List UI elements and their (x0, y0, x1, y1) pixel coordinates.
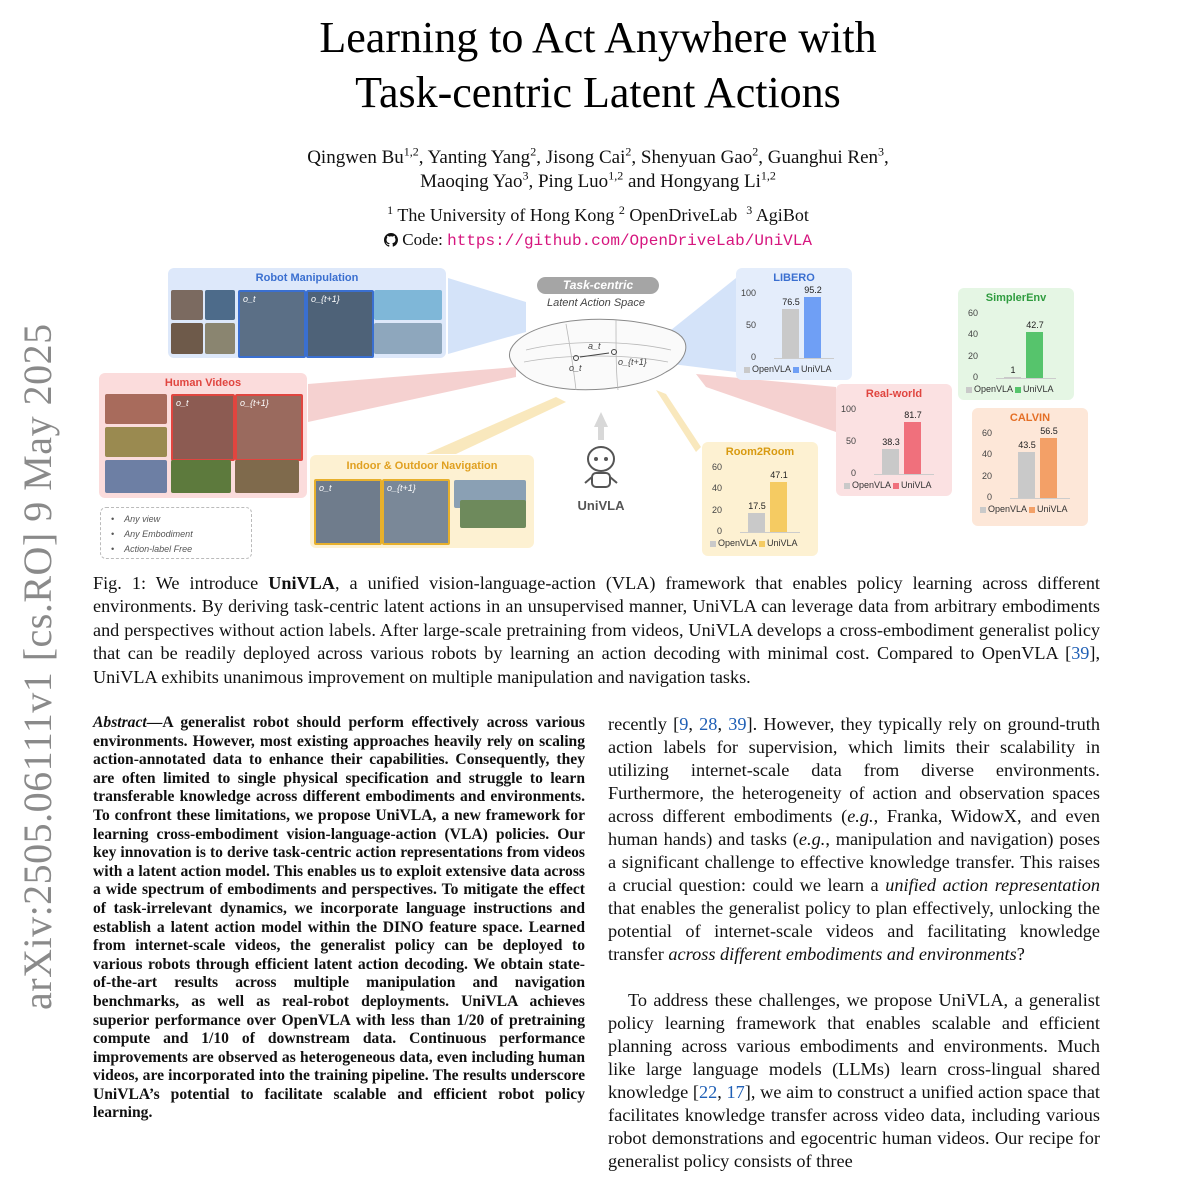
intro-paragraph-1: recently [9, 28, 39]. However, they typically rely on ground-truth action labels for supervision, which limits their scalability in utilizing internet-scale data from diverse environments. Furthermore, the heterogeneity of action and observation spaces across different embodiments (e.g., Franka, WidowX, and even human hands) and tasks (e.g., manipulation and navigation) poses a significant challenge to effective knowledge transfer. This raises a crucial question: could we learn a unified action representation that enables the generalist policy to plan effectively, unlocking the potential of internet-scale videos and facilitating knowledge transfer across different embodiments and environments? (608, 714, 1101, 964)
robot-frame-label-t1: o_{t+1} (311, 294, 340, 304)
citation-link[interactable]: 17 (726, 1082, 745, 1102)
openvla-swatch (980, 507, 986, 513)
arxiv-stamp: arXiv:2505.06111v1 [cs.RO] 9 May 2025 (15, 323, 60, 1010)
y-tick-label: 20 (981, 470, 992, 481)
univla-legend-label: UniVLA (901, 480, 932, 490)
intro-paragraph-2: To address these challenges, we propose UniVLA, a generalist policy learning framework that enables scalable and efficient planning across various embodiments and environments. Much like large language models (LLMs) learn cross-lingual shared knowledge [22, 17], we aim to construct a unified action space that facilitates knowledge transfer across video data, including various robot demonstrations and egocentric human videos. Our recipe for generalist policy consists of three (608, 990, 1101, 1171)
abstract (93, 714, 585, 1123)
bar-value-label: 38.3 (882, 437, 900, 448)
chart-legend (980, 504, 1068, 514)
chart-legend (710, 538, 798, 548)
author-sup: 2 (530, 144, 537, 159)
citation-link[interactable]: 39 (728, 714, 747, 734)
nav-frame-t1 (382, 479, 450, 545)
x-axis-line (740, 532, 800, 533)
y-tick-label: 60 (711, 462, 722, 472)
text-run: that enables the generalist policy to plan effectively, unlocking the potential of internet-scale videos and facilitating knowledge transfer (608, 898, 1100, 964)
bar-value-label: 42.7 (1026, 320, 1044, 331)
author-sup: 3 (522, 168, 529, 183)
nav-panel-title: Indoor & Outdoor Navigation (346, 460, 498, 472)
intro-right-column (608, 713, 1100, 1173)
citation-link[interactable]: 28 (699, 714, 718, 734)
bar-openvla (782, 309, 799, 358)
chart-legend (966, 384, 1054, 394)
libero-chart (736, 268, 852, 380)
x-axis-line (996, 378, 1056, 379)
robot-frame-label-t: o_t (243, 294, 256, 304)
affil-sup: 2 (618, 203, 625, 217)
author-line-1: Qingwen Bu$^{1,2}$, Yanting Yang$^2$, Jisong Cai$^2$, Shenyuan Gao$^2$, Guanghui Ren$^3$, (307, 144, 889, 168)
affil-sup: 3 (746, 203, 753, 217)
code-url-link[interactable]: https://github.com/OpenDriveLab/UniVLA (447, 232, 812, 250)
figure-caption (93, 572, 1100, 689)
code-line (0, 229, 1196, 252)
code-label: Code: (402, 230, 443, 249)
text-run: , manipulation and navigation) poses a significant challenge to effective knowledge transfer. This raises a crucial question: could we learn a (608, 829, 1100, 895)
latent-badge-title: Task-centric (562, 278, 634, 292)
latent-ot1-label: o_{t+1} (618, 357, 647, 367)
connector-realworld (696, 374, 836, 432)
bar-value-label: 1 (1010, 364, 1016, 375)
univla-swatch (759, 541, 765, 547)
bar-univla (904, 422, 921, 474)
robot-manipulation-panel (168, 268, 446, 358)
connector-nav (426, 397, 566, 454)
abstract-label: Abstract (93, 714, 147, 731)
robot-thumb (171, 323, 203, 354)
latent-badge (537, 277, 659, 294)
chart-legend (744, 364, 832, 374)
bar-openvla (882, 449, 899, 474)
room2room-chart (702, 442, 818, 554)
chart-legend (844, 480, 932, 490)
y-tick-label: 50 (845, 436, 856, 446)
affiliation-agibot: AgiBot (755, 205, 809, 225)
property-text: Any Embodiment (124, 529, 193, 539)
property-item: • Action-label Free (111, 544, 193, 554)
citation-link[interactable]: 22 (698, 1082, 718, 1102)
paper-title (0, 10, 1196, 120)
bar-value-label: 17.5 (748, 501, 766, 512)
text-run: ? (1016, 944, 1025, 964)
robot-thumb (205, 323, 235, 354)
openvla-swatch (844, 483, 850, 489)
bar-value-label: 56.5 (1040, 425, 1058, 436)
author-name: Hongyang Li (660, 171, 761, 192)
connector-room (656, 390, 701, 452)
title-line-1: Learning to Act Anywhere with (319, 13, 877, 62)
simplerenv-chart (958, 288, 1074, 400)
text-run: e.g. (798, 829, 826, 849)
text-run: across different embodiments and environments (668, 944, 1017, 964)
affiliation-opendrivelab: OpenDriveLab (629, 205, 738, 225)
human-frame-t (171, 394, 235, 461)
bar-univla (804, 297, 821, 358)
calvin-chart (972, 408, 1088, 520)
univla-swatch (793, 367, 799, 373)
simplerenv-chart-panel (958, 288, 1074, 400)
y-tick-label: 60 (981, 428, 992, 438)
univla-model-label: UniVLA (577, 498, 625, 513)
author-sup: 2 (625, 144, 632, 159)
author-name: Qingwen Bu (307, 147, 404, 168)
x-axis-line (874, 474, 934, 475)
y-tick-label: 60 (967, 308, 978, 318)
caption-suffix: ], UniVLA exhibits unanimous improvement on multiple manipulation and navigation tasks. (93, 643, 1100, 687)
univla-swatch (1029, 507, 1035, 513)
univla-legend-label: UniVLA (767, 538, 798, 548)
text-run: ]. However, they typically rely on ground-truth action labels for supervision, which limits their scalability in utilizing internet-scale data from diverse environments. Furthermore, the heterogeneity of action and observation spaces across different embodiments ( (608, 714, 1101, 826)
calvin-chart-panel (972, 408, 1088, 526)
text-run: To address these challenges, we propose UniVLA, a generalist policy learning framework that enables scalable and efficient planning across various embodiments and environments. Much like large language models (LLMs) learn cross-lingual shared knowledge [ (608, 990, 1100, 1102)
text-run: , Franka, WidowX, and even human hands) and tasks ( (608, 806, 1100, 849)
openvla-legend-label: OpenVLA (852, 480, 894, 490)
nav-frame-label-t: o_t (319, 483, 332, 493)
author-sup: 1,2 (608, 168, 624, 183)
openvla-swatch (744, 367, 750, 373)
y-tick-label: 40 (967, 329, 978, 340)
text-run: e.g. (847, 806, 874, 826)
univla-robot-icon (581, 445, 621, 493)
y-tick-label: 100 (740, 288, 756, 298)
bar-univla (1040, 438, 1057, 498)
author-line-2: Maoqing Yao$^3$, Ping Luo$^{1,2}$ and Hongyang Li$^{1,2}$ (420, 168, 776, 192)
property-text: Action-label Free (124, 544, 193, 554)
figure-1 (96, 262, 1100, 562)
human-thumb (105, 394, 167, 424)
y-tick-label: 40 (981, 449, 992, 460)
caption-text: , a unified vision-language-action (VLA) framework that enables policy learning across different environments. By deriving task-centric latent actions in an unsupervised manner, UniVLA can leverage data from arbitrary embodiments and perspectives without action labels. After large-scale pretraining from videos, UniVLA develops a cross-embodiment generalist policy that can be readily deployed across various robots by learning an action decoding with minimal cost. Compared to OpenVLA [ (93, 573, 1100, 664)
properties-box (100, 507, 252, 559)
affiliation-hku: The University of Hong Kong (397, 205, 615, 225)
univla-legend-label: UniVLA (801, 364, 832, 374)
title-line-2: Task-centric Latent Actions (355, 68, 841, 117)
y-tick-label: 20 (711, 504, 722, 515)
univla-swatch (893, 483, 899, 489)
bar-openvla (1018, 452, 1035, 498)
openvla-legend-label: OpenVLA (752, 364, 794, 374)
affil-sup: 1 (387, 203, 394, 217)
bar-value-label: 47.1 (770, 469, 788, 480)
univla-legend-label: UniVLA (1023, 384, 1054, 394)
robot-frame-t1 (306, 290, 374, 358)
y-tick-label: 0 (986, 492, 992, 502)
x-axis-line (1010, 498, 1070, 499)
affiliations (0, 204, 1196, 226)
caption-prefix: Fig. 1: We introduce (93, 573, 269, 593)
text-run: recently [ (608, 714, 680, 734)
openvla-legend-label: OpenVLA (988, 504, 1030, 514)
bar-value-label: 76.5 (782, 297, 800, 308)
human-frame-label-t1: o_{t+1} (240, 398, 269, 408)
connector-robot (448, 278, 526, 354)
navigation-panel (310, 455, 534, 548)
text-run: ], we aim to construct a unified action space that facilitates knowledge transfer across video data, including various robot demonstrations and egocentric human videos. Our recipe for generalist policy consists of three (608, 1082, 1101, 1171)
author-name: Ping Luo (537, 171, 609, 192)
human-thumb (105, 427, 167, 457)
robot-thumb (374, 323, 442, 354)
openvla-legend-label: OpenVLA (974, 384, 1016, 394)
connector-human (308, 367, 516, 422)
human-frame-label-t: o_t (176, 398, 189, 408)
x-axis-line (774, 358, 834, 359)
bar-value-label: 43.5 (1018, 439, 1036, 450)
y-tick-label: 0 (716, 526, 722, 536)
author-sup: 3 (878, 144, 885, 159)
up-arrow (594, 412, 608, 440)
author-name: Maoqing Yao (420, 171, 523, 192)
author-name: Yanting Yang (427, 147, 531, 168)
author-sup: 1,2 (403, 144, 419, 159)
libero-chart-title: LIBERO (773, 272, 815, 284)
bar-univla (1026, 332, 1043, 378)
room2room-chart-panel (702, 442, 818, 556)
abstract-text: —A generalist robot should perform effectively across various environments. However, most existing approaches heavily rely on scaling action-annotated data to enhance their capabilities. Consequently, they are often limited to single physical specification and struggle to learn transferable knowledge across different embodiments and environments. To confront these limitations, we propose UniVLA, a new framework for learning cross-embodiment vision-language-action (VLA) policies. Our key innovation is to derive task-centric action representations from videos with a latent action model. This enables us to exploit extensive data across a wide spectrum of embodiments and perspectives. To mitigate the effect of task-irrelevant dynamics, we incorporate language instructions and establish a latent action model within the DINO feature space. Learned from internet-scale videos, the generalist policy can be deployed to various robots through efficient latent action decoding. We obtain state-of-the-art results across multiple manipulation and navigation benchmarks, as well as real-robot deployments. UniVLA achieves superior performance over OpenVLA with less than 1/20 of pretraining compute and 1/10 of downstream data. Continuous performance improvements are observed as heterogeneous data, even including human videos, are incorporated into the training pipeline. The results underscore UniVLA’s potential to facilitate scalable and efficient robot policy learning. (93, 714, 585, 1122)
y-tick-label: 50 (745, 320, 756, 330)
y-tick-label: 0 (972, 372, 978, 382)
caption-citation[interactable]: 39 (1071, 643, 1090, 664)
robot-thumb (374, 290, 442, 320)
robot-frame-t (238, 290, 306, 358)
room2room-chart-title: Room2Room (725, 446, 795, 458)
y-tick-label: 100 (840, 404, 856, 414)
author-name: Guanghui Ren (767, 147, 879, 168)
human-videos-panel (99, 373, 307, 498)
realworld-chart (836, 384, 952, 496)
univla-swatch (1015, 387, 1021, 393)
human-thumb (235, 460, 299, 493)
human-frame-t1 (235, 394, 303, 461)
robot-thumb (171, 290, 203, 320)
y-tick-label: 40 (711, 483, 722, 494)
latent-ot-label: o_t (569, 363, 582, 373)
author-name: Shenyuan Gao (640, 147, 753, 168)
caption-bold: UniVLA (268, 573, 335, 593)
human-thumb (171, 460, 231, 493)
univla-legend-label: UniVLA (1037, 504, 1068, 514)
author-name: Jisong Cai (545, 147, 626, 168)
nav-frame-label-t1: o_{t+1} (387, 483, 416, 493)
y-tick-label: 20 (967, 350, 978, 361)
human-thumb (105, 460, 167, 493)
author-sup: 2 (752, 144, 759, 159)
author-list (0, 146, 1196, 194)
text-run: unified action representation (885, 875, 1100, 895)
latent-at-label: a_t (588, 341, 601, 351)
libero-chart-panel (736, 268, 852, 380)
author-sup: 1,2 (760, 168, 776, 183)
nav-thumb (460, 500, 526, 528)
bar-univla (770, 482, 787, 532)
y-tick-label: 0 (750, 352, 756, 362)
realworld-chart-panel (836, 384, 952, 496)
openvla-legend-label: OpenVLA (718, 538, 760, 548)
nav-frame-t (314, 479, 382, 545)
robot-thumb (205, 290, 235, 320)
property-item: • Any Embodiment (111, 529, 193, 539)
bar-openvla (748, 513, 765, 532)
openvla-swatch (710, 541, 716, 547)
latent-subtitle: Latent Action Space (546, 297, 646, 309)
citation-link[interactable]: 9 (679, 714, 689, 734)
y-tick-label: 0 (850, 468, 856, 478)
property-item: • Any view (111, 514, 161, 524)
github-icon (384, 233, 398, 247)
properties-list (111, 512, 193, 557)
human-panel-title: Human Videos (164, 377, 242, 389)
realworld-chart-title: Real-world (865, 388, 923, 400)
property-text: Any view (124, 514, 161, 524)
openvla-swatch (966, 387, 972, 393)
bar-value-label: 81.7 (904, 409, 922, 420)
bar-value-label: 95.2 (804, 285, 822, 296)
simplerenv-chart-title: SimplerEnv (985, 292, 1047, 304)
calvin-chart-title: CALVIN (1009, 412, 1051, 424)
robot-panel-title: Robot Manipulation (255, 272, 359, 284)
